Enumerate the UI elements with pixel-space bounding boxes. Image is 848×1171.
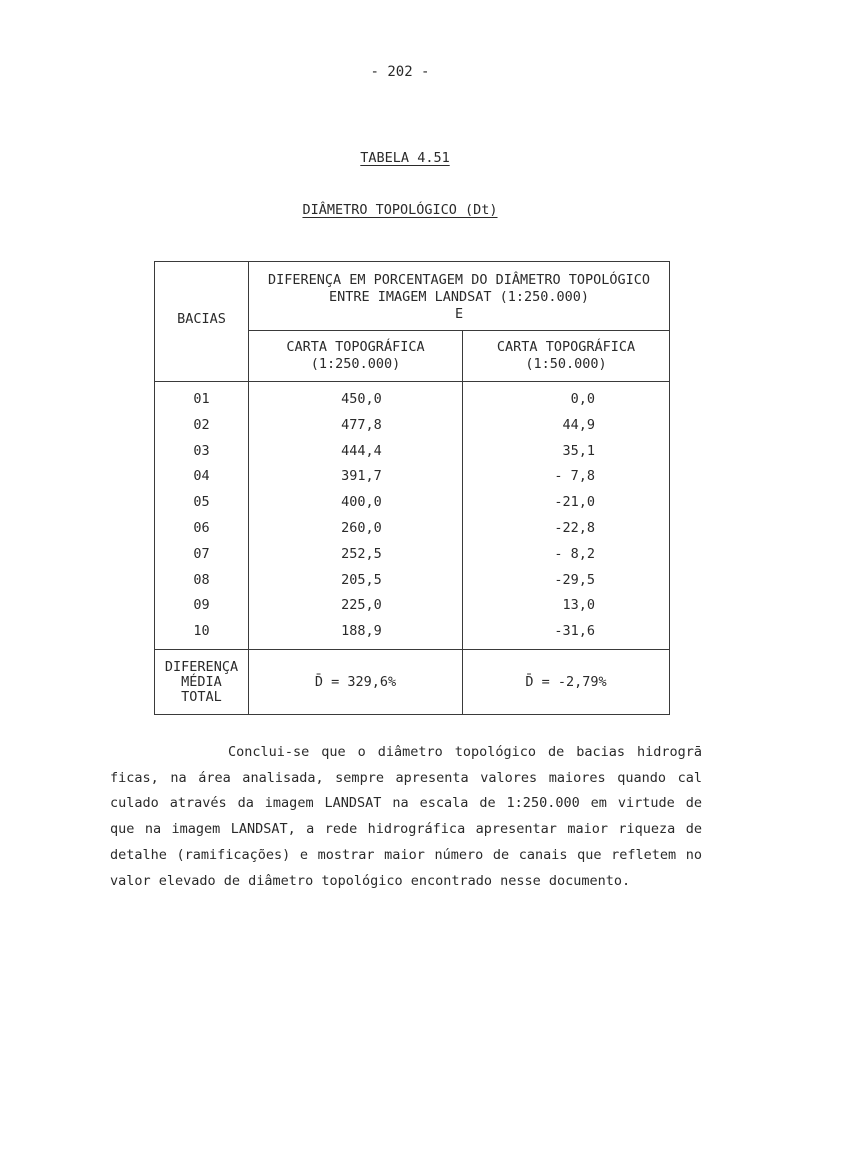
header-col2-line2: (1:50.000): [525, 356, 607, 372]
header-main-cell: [249, 262, 670, 331]
table-cell-col1: 450,0: [341, 391, 382, 407]
table-row-bacia: 07: [193, 545, 210, 562]
footer-label-cell: [155, 650, 249, 715]
table-cell-col1: 444,4: [341, 442, 382, 459]
table-cell-col1: 188,9: [341, 623, 382, 640]
table-row-bacia: 02: [193, 416, 210, 433]
table-cell-col2: -29,5: [554, 571, 596, 588]
table-cell-col2: 35,1: [562, 442, 596, 459]
header-main-line3: E: [454, 305, 464, 322]
table-row-bacia: 06: [193, 519, 210, 536]
table-row-bacia: 08: [193, 571, 210, 588]
table-subtitle: [250, 202, 550, 218]
table-cell-col2: - 8,2: [554, 545, 596, 562]
table-row-bacia: 09: [193, 597, 210, 614]
header-col2-line1: CARTA TOPOGRÁFICA: [496, 339, 636, 355]
footer-col1-value: D̄ = 329,6%: [314, 673, 397, 690]
table-cell-col2: 44,9: [562, 416, 596, 433]
table-cell-col2: -22,8: [554, 519, 596, 536]
table-cell-col1: 252,5: [341, 545, 382, 562]
table-row-bacia: 03: [193, 442, 210, 459]
header-col2-cell: [463, 331, 670, 382]
paragraph-line: culado através da imagem LANDSAT na escala de 1:250.000 em virtude de: [110, 795, 702, 812]
conclusion-paragraph: [110, 740, 702, 894]
paragraph-line: valor elevado de diâmetro topológico encontrado nesse documento.: [110, 872, 631, 889]
table-row-bacia: 04: [193, 468, 210, 485]
table-cell-col1: 477,8: [341, 416, 382, 433]
col1-values: [249, 382, 463, 650]
footer-label-line2: MÉDIA: [181, 673, 222, 690]
table-row-bacia: 05: [193, 494, 210, 511]
table-cell-col2: -21,0: [554, 494, 596, 511]
table-subtitle-text: DIÂMETRO TOPOLÓGICO (Dt): [302, 202, 498, 218]
table-cell-col1: 225,0: [341, 597, 382, 614]
footer-label-line1: DIFERENÇA: [164, 658, 239, 675]
table-cell-col2: -31,6: [554, 623, 596, 640]
data-table: [154, 261, 670, 715]
table-cell-col2: - 7,8: [554, 468, 596, 485]
table-cell-col1: 205,5: [341, 571, 382, 588]
table-cell-col1: 400,0: [341, 494, 382, 511]
table-row-bacia: 01: [193, 391, 210, 407]
paragraph-line: Conclui-se que o diâmetro topológico de bacias hidrogrā: [228, 744, 702, 760]
header-bacias-cell: [155, 262, 249, 382]
table-title-text: TABELA 4.51: [360, 150, 450, 166]
header-main-line2: ENTRE IMAGEM LANDSAT (1:250.000): [328, 288, 590, 305]
footer-label-line3: TOTAL: [181, 688, 222, 705]
table-row-bacia: 10: [193, 623, 210, 640]
table-cell-col2: 0,0: [570, 391, 596, 407]
header-col1-line1: CARTA TOPOGRÁFICA: [286, 339, 425, 355]
table-cell-col1: 260,0: [341, 519, 382, 536]
header-col1-line2: (1:250.000): [310, 356, 401, 372]
footer-col2-value: D̄ = -2,79%: [525, 673, 607, 690]
table-cell-col2: 13,0: [562, 597, 596, 614]
bacias-column: [155, 382, 249, 650]
paragraph-line: ficas, na área analisada, sempre apresenta valores maiores quando cal: [110, 769, 702, 786]
table-title: [300, 150, 510, 166]
footer-col2-cell: [463, 650, 670, 715]
header-main-line1: DIFERENÇA EM PORCENTAGEM DO DIÂMETRO TOPOLÓGICO: [268, 271, 651, 288]
paragraph-line: detalhe (ramificações) e mostrar maior número de canais que refletem no: [110, 846, 702, 863]
paragraph-line: que na imagem LANDSAT, a rede hidrográfica apresentar maior riqueza de: [110, 821, 702, 838]
footer-col1-cell: [249, 650, 463, 715]
col2-values: [463, 382, 670, 650]
header-col1-cell: [249, 331, 463, 382]
header-bacias: BACIAS: [177, 311, 226, 327]
page-number: - 202 -: [370, 64, 430, 80]
table-cell-col1: 391,7: [341, 468, 382, 485]
